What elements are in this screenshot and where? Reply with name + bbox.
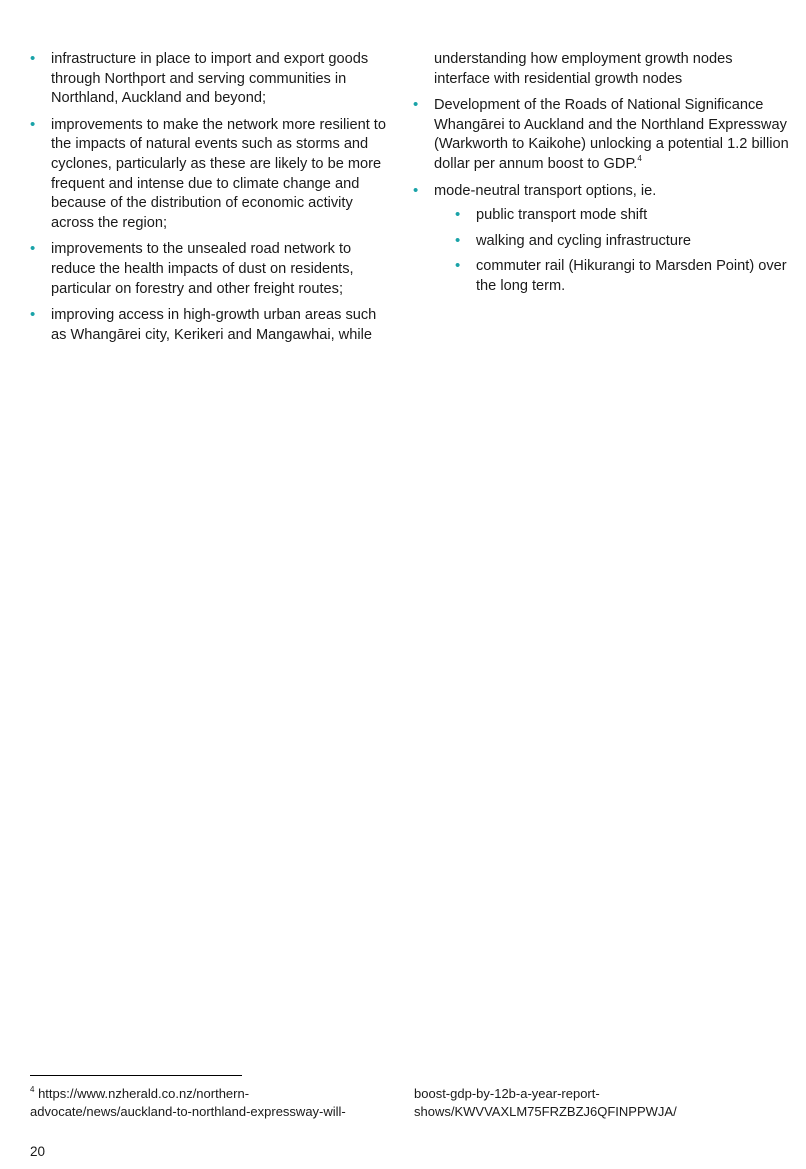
right-column xyxy=(413,50,791,304)
footnote-right xyxy=(414,1085,784,1121)
sub-list-item xyxy=(455,232,791,252)
list-item xyxy=(30,116,395,234)
list-item-continuation: understanding how employment growth nodes interface with residential growth nodes xyxy=(434,51,733,87)
bullet-icon: • xyxy=(413,181,419,199)
list-item-text: improvements to the unsealed road network to reduce the health impacts of dust on residents, particular on forestry and other freight routes; xyxy=(51,241,354,297)
footnote-divider xyxy=(30,1075,242,1076)
left-bullet-list xyxy=(30,50,395,345)
bullet-icon: • xyxy=(455,231,461,249)
sub-list-item-text: commuter rail (Hikurangi to Marsden Point) over the long term. xyxy=(476,258,787,294)
page-number: 20 xyxy=(30,1144,46,1159)
sub-list-item-text: public transport mode shift xyxy=(476,207,648,224)
sub-list-item-text: walking and cycling infrastructure xyxy=(476,232,691,249)
list-item xyxy=(30,306,395,345)
list-item-text: Development of the Roads of National Significance Whangārei to Auckland and the Northland Expressway (Warkworth to Kaikohe) unlocking a potential 1.2 billion dollar per annum boost to GDP. xyxy=(434,97,789,172)
bullet-icon: • xyxy=(30,306,36,324)
bullet-icon: • xyxy=(455,206,461,224)
bullet-icon: • xyxy=(30,240,36,258)
list-item-text: mode-neutral transport options, ie. xyxy=(434,182,657,199)
left-column xyxy=(30,50,395,352)
list-item xyxy=(30,240,395,299)
footnote-marker: 4 xyxy=(30,1084,35,1094)
bullet-icon: • xyxy=(30,50,36,67)
list-item-text: infrastructure in place to import and export goods through Northport and serving communities in Northland, Auckland and beyond; xyxy=(51,51,369,107)
sub-bullet-list xyxy=(455,206,791,296)
right-bullet-list xyxy=(413,96,791,296)
list-item-mode-neutral xyxy=(413,182,791,297)
list-item-text: improving access in high-growth urban areas such as Whangārei city, Kerikeri and Mangawhai, while xyxy=(51,307,377,343)
sub-list-item xyxy=(455,257,791,296)
list-item-roads xyxy=(413,96,791,174)
sub-list-item xyxy=(455,206,791,226)
list-item xyxy=(30,50,395,109)
footnote-link-part-1[interactable]: https://www.nzherald.co.nz/northern-advocate/news/auckland-to-northland-expressway-will- xyxy=(30,1086,346,1119)
bullet-icon: • xyxy=(413,96,419,114)
footnote-link-part-2[interactable]: boost-gdp-by-12b-a-year-report-shows/KWVVAXLM75FRZBZJ6QFINPPWJA/ xyxy=(414,1086,677,1119)
bullet-icon: • xyxy=(455,257,461,275)
list-item-text: improvements to make the network more resilient to the impacts of natural events such as storms and cyclones, particularly as these are likely to be more frequent and intense due to climate change and because of the distribution of economic activity across the region; xyxy=(51,116,386,231)
footnote-left xyxy=(30,1085,390,1121)
footnote-reference[interactable]: 4 xyxy=(637,154,642,164)
bullet-icon: • xyxy=(30,115,36,133)
